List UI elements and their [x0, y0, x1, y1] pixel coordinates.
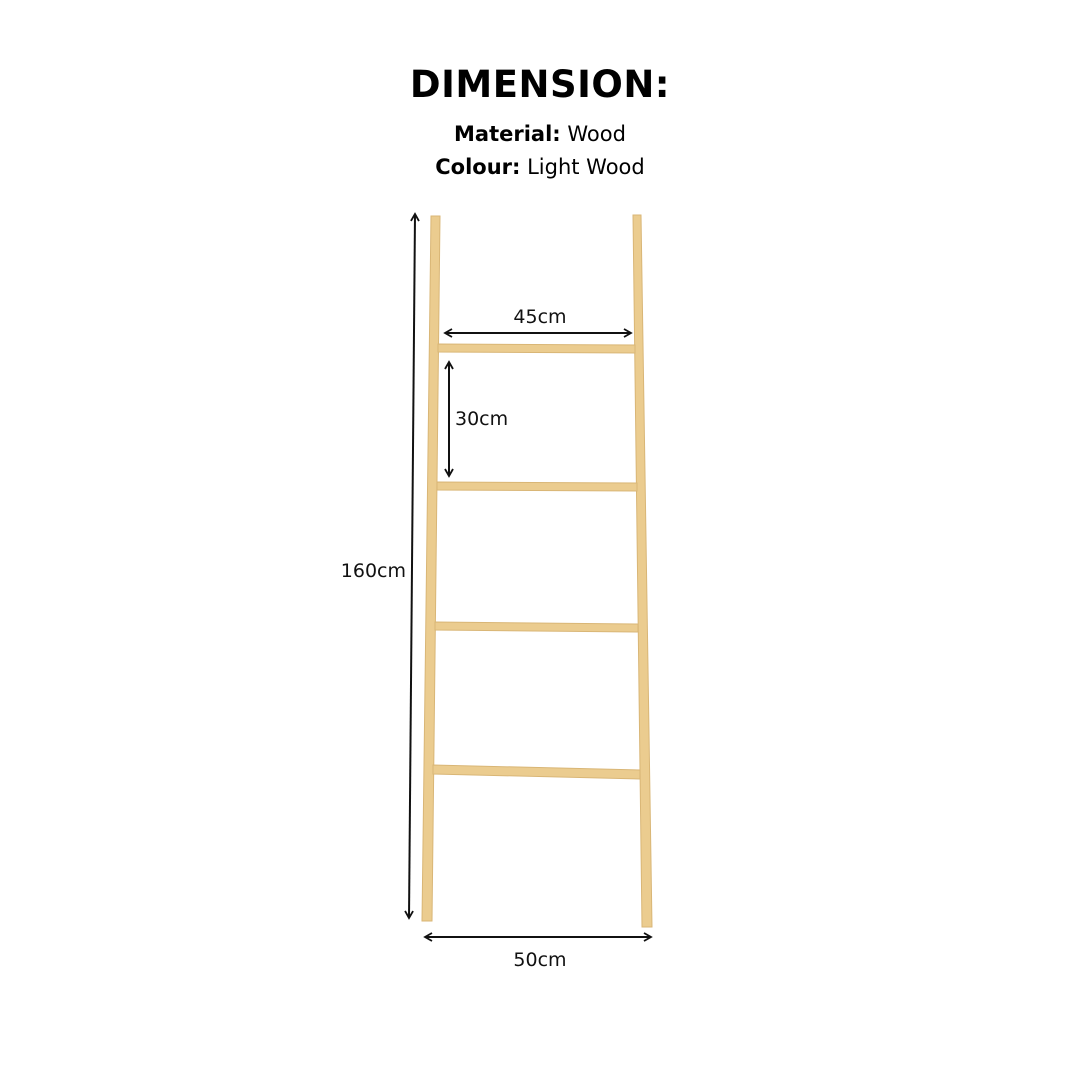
ladder-right-rail — [633, 215, 652, 927]
ladder-rung — [438, 344, 635, 353]
ladder-left-rail — [422, 216, 440, 921]
height-arrow — [409, 214, 415, 918]
page-title: DIMENSION: — [409, 63, 671, 106]
colour-label: Colour: — [435, 155, 521, 179]
ladder-rung — [435, 622, 638, 632]
ladder-rung — [433, 765, 640, 779]
rung-spacing-label: 30cm — [455, 408, 509, 430]
height-label: 160cm — [340, 560, 406, 582]
material-label: Material: — [454, 122, 561, 146]
colour-value: Light Wood — [527, 155, 645, 179]
ladder-rung — [437, 482, 637, 491]
material-value: Wood — [567, 122, 626, 146]
rung-width-label: 45cm — [513, 306, 567, 328]
base-width-label: 50cm — [513, 949, 567, 971]
